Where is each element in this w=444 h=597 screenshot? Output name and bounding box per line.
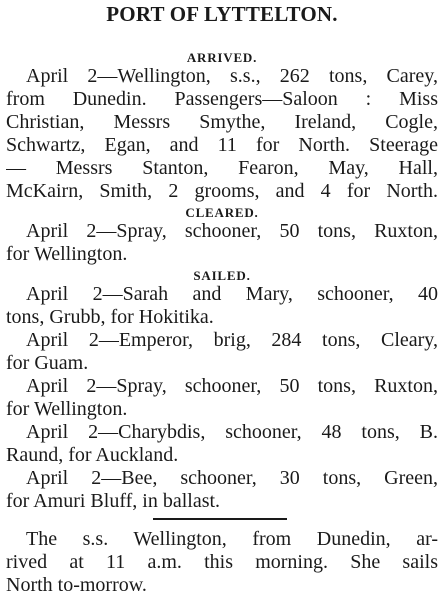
section-heading-arrived: ARRIVED. [186,50,258,65]
sailed-line: April 2—Spray, schooner, 50 tons, Ruxton, [26,375,438,397]
note-line: The s.s. Wellington, from Dunedin, ar- [26,528,438,550]
sailed-line: for Amuri Bluff, in ballast. [6,490,221,512]
note-line: North to-morrow. [6,574,147,596]
section-divider [153,518,287,520]
sailed-line: April 2—Emperor, brig, 284 tons, Cleary, [26,329,438,351]
cleared-line: April 2—Spray, schooner, 50 tons, Ruxton, [26,220,438,242]
arrived-line: — Messrs Stanton, Fearon, May, Hall, [6,157,438,179]
sailed-line: April 2—Sarah and Mary, schooner, 40 [26,283,438,305]
sailed-line: April 2—Bee, schooner, 30 tons, Green, [26,467,438,489]
sailed-line: Raund, for Auckland. [6,444,179,466]
sailed-line: April 2—Charybdis, schooner, 48 tons, B. [26,421,438,443]
section-heading-cleared: CLEARED. [185,205,259,220]
cleared-line: for Wellington. [6,243,128,265]
arrived-line: McKairn, Smith, 2 grooms, and 4 for North. [6,180,438,202]
page-title: PORT OF LYTTELTON. [106,2,338,26]
note-line: rived at 11 a.m. this morning. She sails [6,551,438,573]
section-heading-sailed: SAILED. [193,268,251,283]
sailed-line: for Guam. [6,352,89,374]
sailed-line: for Wellington. [6,398,128,420]
sailed-line: tons, Grubb, for Hokitika. [6,306,214,328]
arrived-line: Schwartz, Egan, and 11 for North. Steerage [6,134,438,156]
arrived-line: Christian, Messrs Smythe, Ireland, Cogle, [6,111,438,133]
arrived-line: April 2—Wellington, s.s., 262 tons, Carey, [26,65,438,87]
arrived-line: from Dunedin. Passengers—Saloon : Miss [6,88,438,110]
